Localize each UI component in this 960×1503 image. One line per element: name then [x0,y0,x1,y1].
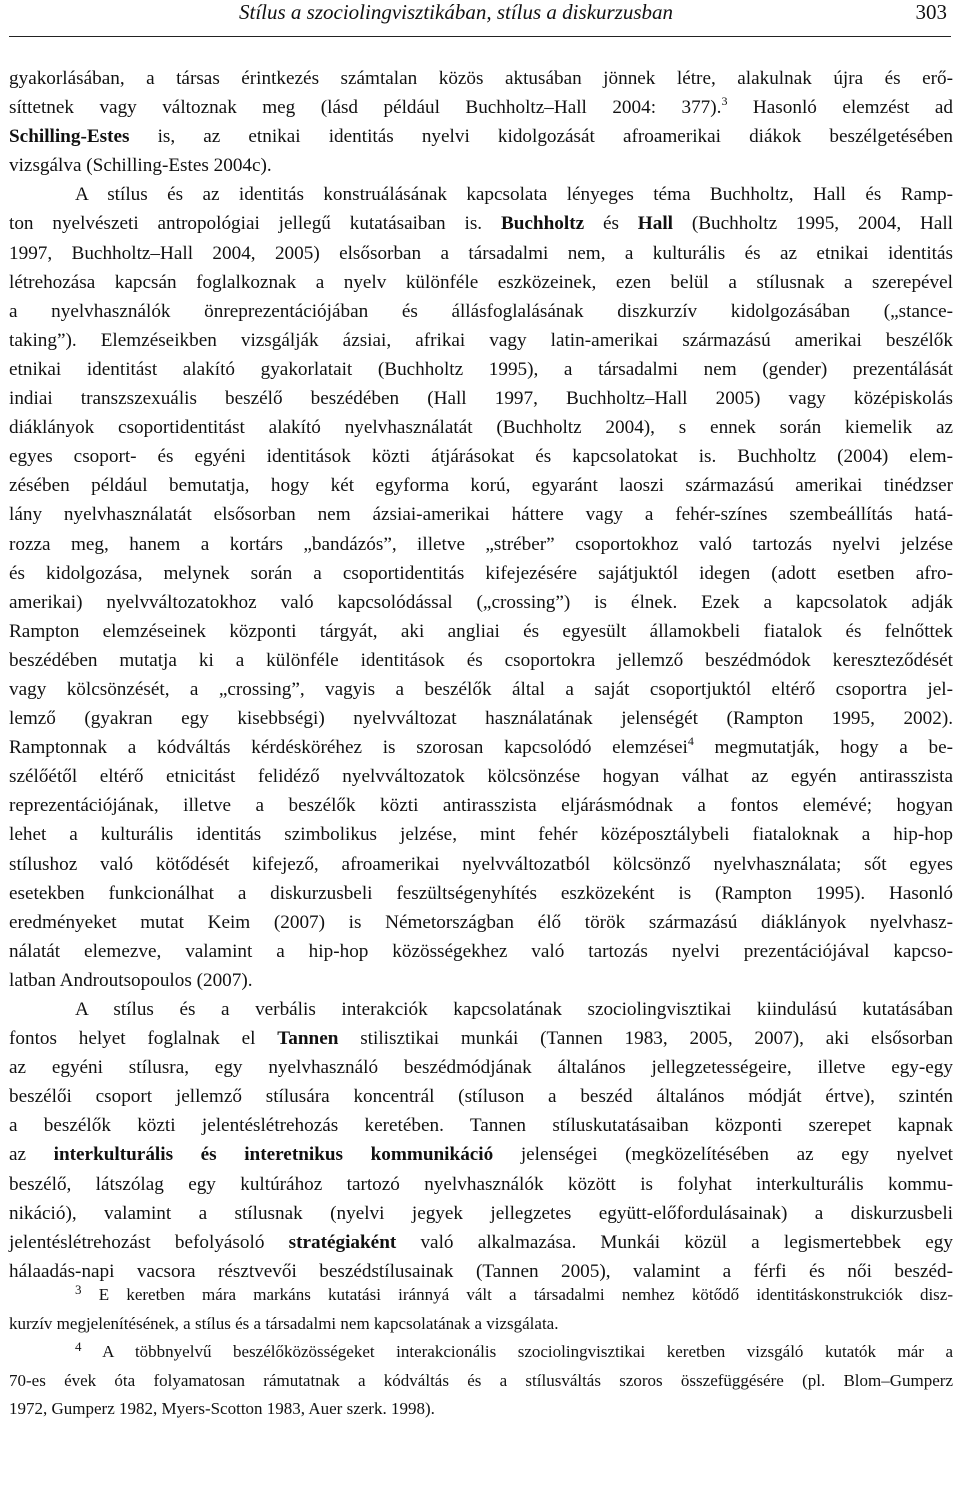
text-segment: szélőétől eltérő etnicitást felidéző nyelvváltozatok kölcsönzése hogyan válhat az egyén antirasszista [9,766,953,788]
text-segment: vizsgálva (Schilling-Estes 2004c). [9,155,272,177]
text-segment: jelenségei (megközelítésében az egy nyelvet [493,1144,953,1166]
text-line [9,588,953,617]
text-line [9,64,953,93]
text-segment: beszélői csoport jellemző stílusára koncentrál (stíluson a beszéd általános módját értve), szintén [9,1086,953,1108]
text-segment: és [584,213,638,235]
text-line [9,879,953,908]
text-segment: ton nyelvészeti antropológiai jellegű kutatásaiban is. [9,213,501,235]
text-segment: rozza meg, hanem a kortárs „bandázós”, illetve „stréber” csoportokhoz való tartozás nyelvi jelzése [9,533,953,555]
footnote-text: 70-es évek óta folyamatosan rámutatnak a kódváltás és a stílusváltás szoros összefüggésére (pl. Blom–Gumperz [9,1370,953,1390]
text-line [9,617,953,646]
bold-term: interkulturális és interetnikus kommunikáció [53,1144,494,1166]
text-line [9,355,953,384]
text-line [9,646,953,675]
text-line [9,908,953,937]
text-segment: eredményeket mutat Keim (2007) is Németországban élő török származású diáklányok nyelvhasz- [9,911,953,933]
footnote-line [9,1367,953,1396]
text-segment: lány nyelvhasználatát elsősorban nem ázsiai-amerikai háttere vagy a fehér-színes szembeállítás hatá- [9,504,953,526]
text-line [9,384,953,413]
bold-term: Schilling-Estes [9,126,130,148]
text-segment: diáklányok csoportidentitást alakító nyelvhasználatát (Buchholtz 2004), s ennek során kiemelik az [9,417,953,439]
text-line [9,937,953,966]
text-line [9,559,953,588]
text-segment: való alkalmazása. Munkái közül a legismertebbek egy [396,1231,953,1253]
text-segment: 1997, Buchholtz–Hall 2004, 2005) elsősorban a társadalmi nem, a kulturális és az etnikai identitás [9,242,953,264]
text-segment: beszédében mutatja ki a különféle identitások és csoportokra jellemző beszédmódok kereszteződését [9,649,953,671]
footnote-text: kurzív megjelenítésének, a stílus és a társadalmi nem kapcsolatának a vizsgálata. [9,1313,559,1333]
text-line [9,762,953,791]
text-line [9,1111,953,1140]
text-segment: reprezentációjának, illetve a beszélők közti antirasszista eljárásmódnak a fontos elemévé; hogyan [9,795,953,817]
text-line [9,180,953,209]
footnotes [9,1281,953,1424]
text-line [9,1170,953,1199]
footnote-line [9,1281,953,1310]
text-segment: Hasonló elemzést ad [727,97,953,119]
running-header [9,0,951,37]
text-line [9,442,953,471]
text-segment: lemző (gyakran egy kisebbségi) nyelvváltozat használatának jelenségét (Rampton 1995, 2002). [9,708,953,730]
text-line [9,1024,953,1053]
page-number: 303 [915,0,947,24]
text-segment: az egyéni stílusra, egy nyelvhasználó beszédmódjának általános jellegzetességeire, illetve egy-egy [9,1057,953,1079]
text-segment: létrehozása kapcsán foglalkoznak a nyelv különféle eszközeinek, ezen belül a stílusnak a szerepével [9,271,953,293]
text-line [9,413,953,442]
text-line [9,1053,953,1082]
bold-term: stratégiaként [288,1231,397,1253]
footnote-text: 1972, Gumperz 1982, Myers-Scotton 1983, Auer szerk. 1998). [9,1399,435,1418]
text-segment: a nyelvhasználók önreprezentációjában és állásfoglalásának diszkurzív kidolgozásában („stance- [9,300,953,322]
running-title: Stílus a szociolingvisztikában, stílus a diskurzusban [239,0,674,24]
text-segment: a beszélők közti jelentéslétrehozás keretében. Tannen stíluskutatásaiban központi szerepet kapnak [9,1115,953,1137]
text-line [9,1228,953,1257]
text-segment: stilisztikai munkái (Tannen 1983, 2005, 2007), aki elsősorban [338,1028,953,1050]
text-segment: Rampton elemzéseinek központi tárgyát, aki angliai és egyesült államokbeli fiatalok és felnőttek [9,620,953,642]
text-segment: indiai transzszexuális beszélő beszédében (Hall 1997, Buchholtz–Hall 2005) vagy középiskolás [9,388,953,410]
text-segment: síttetnek vagy változnak meg (lásd például Buchholtz–Hall 2004: 377). [9,97,722,119]
text-segment: stílushoz való kötődését kifejező, afroamerikai nyelvváltozatból kölcsönző nyelvhasználata; sőt egyes [9,853,953,875]
text-line [9,239,953,268]
text-line [9,1199,953,1228]
text-line [9,1140,953,1169]
text-segment: esetekben funkcionálhat a diskurzusbeli feszültségenyhítés eszközeként is (Rampton 1995). Hasonló [9,882,953,904]
footnote-mark: 3 [75,1282,82,1297]
text-line [9,471,953,500]
text-segment: taking”). Elemzéseikben vizsgálják ázsiai, afrikai vagy latin-amerikai származású amerikai beszélők [9,329,953,351]
body-text [9,64,953,1286]
text-line [9,297,953,326]
bold-term: Tannen [277,1028,339,1050]
text-segment: etnikai identitást alakító gyakorlatait (Buchholtz 1995), a társadalmi nem (gender) prezentálását [9,358,953,380]
footnote-line [9,1395,953,1424]
footnote-reference: 4 [687,734,694,749]
bold-term: Buchholtz [500,213,585,235]
text-segment: latban Androutsopoulos (2007). [9,969,253,991]
text-segment: hálaadás-napi vacsora résztvevői beszédstílusainak (Tannen 2005), valamint a férfi és női beszéd- [9,1260,953,1282]
footnote-text: A többnyelvű beszélőközösségeket interakcionális szociolingvisztikai keretben vizsgáló kutatók már a [102,1342,953,1361]
text-line [9,1082,953,1111]
text-line [9,530,953,559]
text-segment: megmutatják, hogy a be- [693,737,953,759]
footnote-mark: 4 [75,1339,82,1354]
text-line [9,122,953,151]
text-line [9,93,953,122]
text-segment: gyakorlásában, a társas érintkezés számtalan közös aktusában jönnek létre, alakulnak újra és erő- [9,68,953,89]
text-segment: is, az etnikai identitás nyelvi kidolgozását afroamerikai diákok beszélgetésében [129,126,953,148]
text-line [9,675,953,704]
text-line [9,966,953,995]
text-segment: A stílus és az identitás konstruálásának kapcsolata lényeges téma Buchholtz, Hall és Ramp- [75,184,953,206]
text-line [9,209,953,238]
text-segment: zésében például bemutatja, hogy két egyforma korú, egyaránt laoszi származású amerikai tinédzser [9,475,953,497]
text-segment: jelentéslétrehozást befolyásoló [9,1231,289,1253]
text-line [9,820,953,849]
text-segment: amerikai) nyelvváltozatokhoz való kapcsolódással („crossing”) is élnek. Ezek a kapcsolatok adják [9,591,953,613]
text-line [9,326,953,355]
text-line [9,791,953,820]
text-segment: vagy kölcsönzését, a „crossing”, vagyis a beszélők által a saját csoportjuktól eltérő csoportra jel- [9,678,953,700]
text-line [9,268,953,297]
text-line [9,850,953,879]
text-segment: és kidolgozása, melynek során a csoportidentitás kifejezésére sajátjuktól idegen (adott esetben afro- [9,562,953,584]
text-segment: A stílus és a verbális interakciók kapcsolatának szociolingvisztikai kiindulású kutatásában [75,999,953,1020]
text-segment: az [9,1144,54,1166]
text-segment: nálatát elemezve, valamint a hip-hop közösségekhez való tartozás nyelvi prezentációjával kapcso- [9,940,953,962]
text-segment: fontos helyet foglalnak el [9,1028,278,1050]
text-line [9,704,953,733]
footnote-text: E keretben mára markáns kutatási iránnyá vált a társadalmi nemhez kötődő identitáskonstrukciók disz- [98,1285,953,1304]
text-segment: (Buchholtz 1995, 2004, Hall [672,213,954,235]
text-line [9,733,953,762]
text-line [9,500,953,529]
text-segment: lehet a kulturális identitás szimbolikus jelzése, mint fehér középosztálybeli fiataloknak a hip-hop [9,824,953,846]
text-line [9,151,953,180]
bold-term: Hall [637,213,673,235]
text-segment: egyes csoport- és egyéni identitások közti átjárásokat és kapcsolatokat is. Buchholtz (2004) elem- [9,446,953,468]
footnote-line [9,1310,953,1339]
text-segment: nikáció), valamint a stílusnak (nyelvi jegyek jellegzetes együtt-előfordulásainak) a diskurzusbeli [9,1202,953,1224]
text-segment: beszélő, látszólag egy kultúrához tartozó nyelvhasználók között is folyhat interkulturális kommu- [9,1173,953,1195]
footnote-reference: 3 [721,94,728,109]
footnote-line [9,1338,953,1367]
text-line [9,995,953,1024]
text-segment: Ramptonnak a kódváltás kérdésköréhez is szorosan kapcsolódó elemzései [9,737,688,759]
